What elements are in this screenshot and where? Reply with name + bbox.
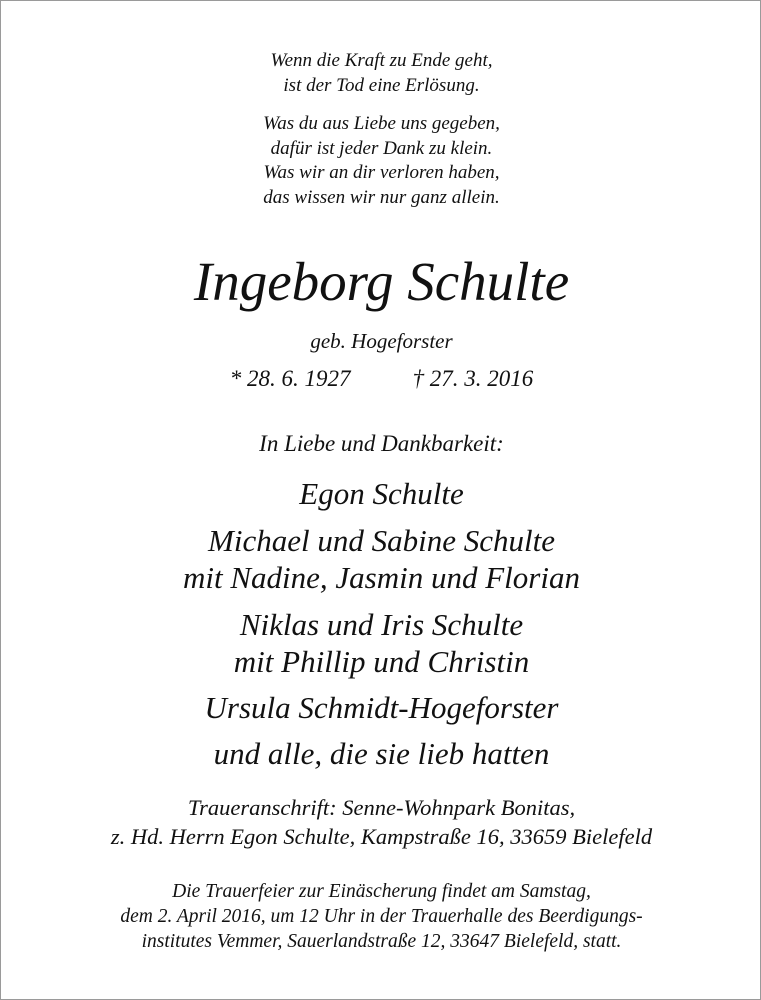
funeral-line: institutes Vemmer, Sauerlandstraße 12, 33647 Bielefeld, statt. [141,931,622,952]
poem-stanza-2 [1,112,761,210]
poem-line: das wissen wir nur ganz allein. [263,186,500,208]
mourners-intro: In Liebe und Dankbarkeit: [259,431,504,456]
mourning-address [1,793,761,851]
address-line: z. Hd. Herrn Egon Schulte, Kampstraße 16, 33659 Bielefeld [110,824,653,849]
maiden-name: geb. Hogeforster [310,329,453,353]
birth-date: * 28. 6. 1927 [229,366,351,391]
funeral-line: dem 2. April 2016, um 12 Uhr in der Trauerhalle des Beerdigungs- [120,906,643,927]
funeral-info [1,879,761,954]
mourner-line: Ursula Schmidt-Hogeforster [204,690,559,725]
mourner-group [1,522,761,596]
mourner-line: und alle, die sie lieb hatten [213,736,550,771]
deceased-name: Ingeborg Schulte [193,251,570,312]
death-date: † 27. 3. 2016 [412,366,534,391]
mourner-line: Niklas und Iris Schulte [239,607,524,642]
life-dates [1,365,761,393]
mourner-group [1,475,761,512]
mourner-line: mit Phillip und Christin [233,644,530,679]
mourner-line: mit Nadine, Jasmin und Florian [183,560,580,595]
mourner-group [1,689,761,726]
poem-line: dafür ist jeder Dank zu klein. [270,137,493,159]
funeral-line: Die Trauerfeier zur Einäscherung findet am Samstag, [172,881,591,902]
mourner-line: Egon Schulte [299,476,464,511]
poem-line: Was du aus Liebe uns gegeben, [263,113,500,134]
mourner-group [1,606,761,680]
poem-line: Was wir an dir verloren haben, [263,162,500,183]
mourner-line: Michael und Sabine Schulte [208,523,555,558]
poem-line: ist der Tod eine Erlösung. [283,74,480,96]
address-line: Traueranschrift: Senne-Wohnpark Bonitas, [187,795,576,820]
mourner-group [1,735,761,772]
poem-line: Wenn die Kraft zu Ende geht, [270,50,493,71]
poem-stanza-1 [1,49,761,98]
